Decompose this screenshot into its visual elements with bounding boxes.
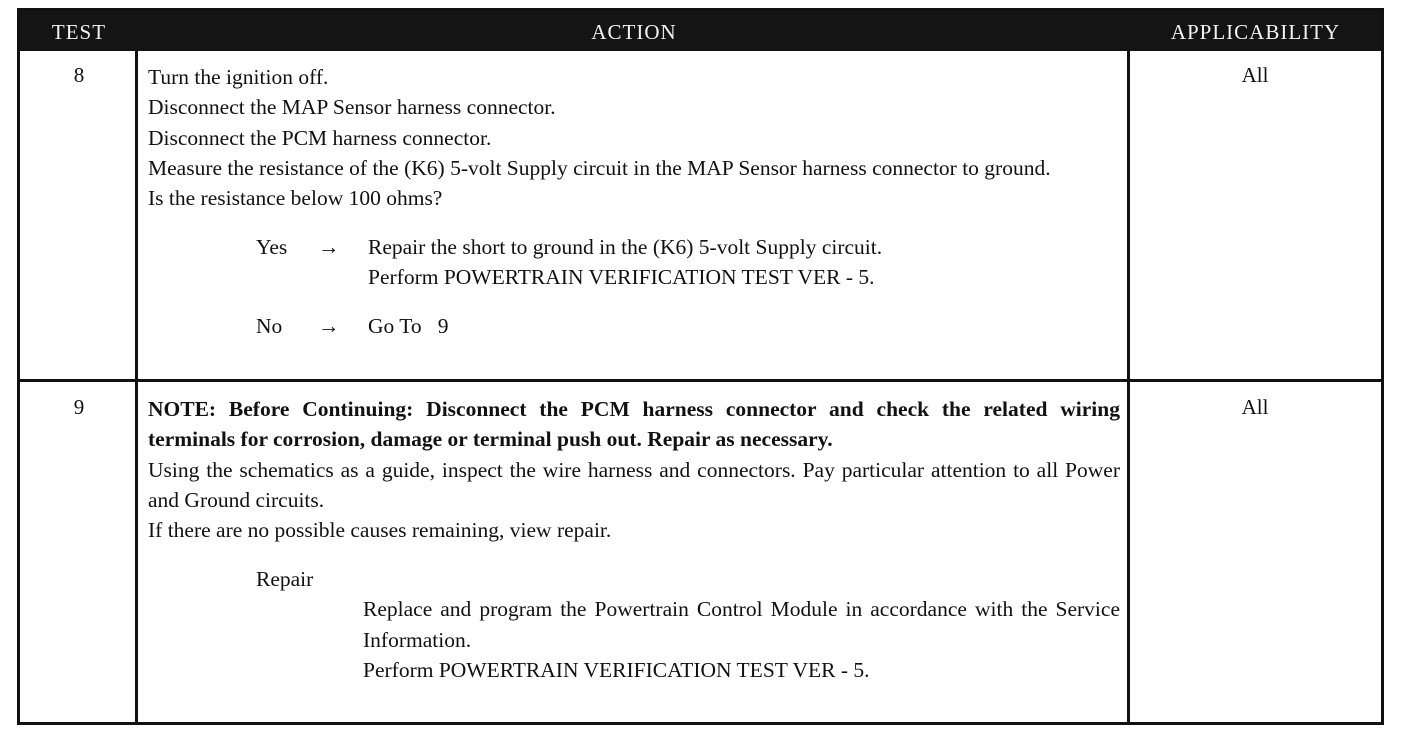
yes-response <box>148 232 1120 262</box>
test-number-9: 9 <box>73 395 85 419</box>
action-cell-8 <box>148 62 1120 341</box>
test-number-8: 8 <box>73 63 85 87</box>
step-text: Turn the ignition off. <box>148 65 329 89</box>
repair-body <box>148 594 1120 685</box>
step-text: Measure the resistance of the (K6) 5-volt Supply circuit in the MAP Sensor harness connector to ground. <box>148 155 1051 180</box>
header-applicability: APPLICABILITY <box>1170 20 1341 44</box>
yes-label: Yes <box>256 235 288 260</box>
table-header <box>20 11 1381 51</box>
diagnostic-table <box>17 8 1384 725</box>
no-label: No <box>256 314 283 339</box>
no-response <box>148 311 1120 341</box>
yes-action-text: Repair the short to ground in the (K6) 5-volt Supply circuit. <box>368 235 883 260</box>
repair-text: Perform POWERTRAIN VERIFICATION TEST VER - 5. <box>363 658 870 683</box>
applicability-9: All <box>1241 395 1269 419</box>
step-text: Disconnect the MAP Sensor harness connector. <box>148 95 556 120</box>
column-divider-action <box>1127 51 1130 722</box>
instruction-text: If there are no possible causes remaining, view repair. <box>148 518 612 543</box>
question-text: Is the resistance below 100 ohms? <box>148 186 443 211</box>
column-divider-test <box>135 51 138 722</box>
header-action: ACTION <box>591 20 677 44</box>
action-cell-9 <box>148 394 1120 685</box>
repair-label: Repair <box>256 567 314 592</box>
instruction-text: Using the schematics as a guide, inspect the wire harness and connectors. Pay particular attention to all Power and Ground circuits. <box>148 457 1120 512</box>
applicability-8: All <box>1241 63 1269 87</box>
step-text: Disconnect the PCM harness connector. <box>148 125 492 150</box>
row-divider <box>20 379 1381 382</box>
goto-text: Go To 9 <box>368 314 449 339</box>
header-test: TEST <box>51 20 107 44</box>
note-text: NOTE: Before Continuing: Disconnect the PCM harness connector and check the related wiring terminals for corrosion, damage or terminal push out. Repair as necessary. <box>148 397 1120 452</box>
arrow-right-icon: → <box>318 235 340 260</box>
repair-text: Replace and program the Powertrain Control Module in accordance with the Service Information. <box>363 597 1120 652</box>
yes-action-text: Perform POWERTRAIN VERIFICATION TEST VER - 5. <box>368 265 875 290</box>
arrow-right-icon: → <box>318 314 340 339</box>
